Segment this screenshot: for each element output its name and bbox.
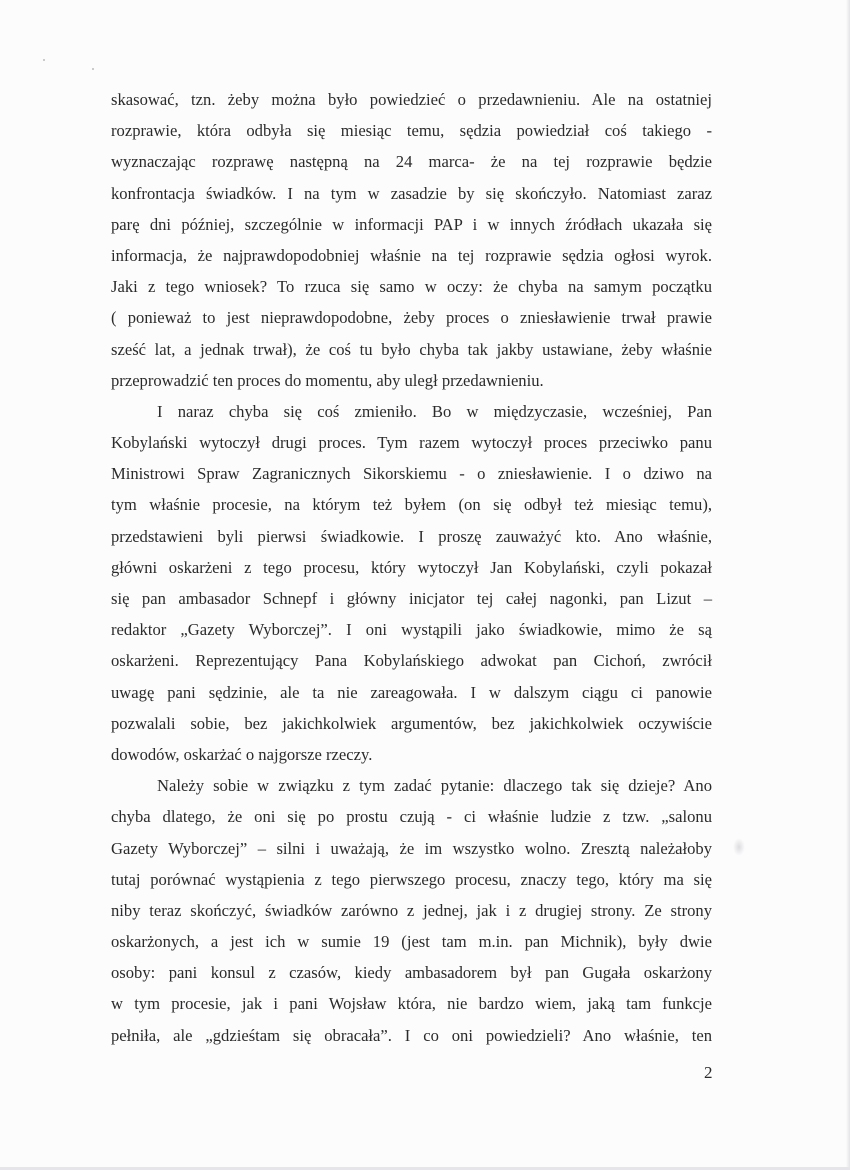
text-line: główni oskarżeni z tego procesu, który wytoczył Jan Kobylański, czyli pokazał [111, 557, 712, 577]
text-line: przedstawieni byli pierwsi świadkowie. I proszę zauważyć kto. Ano właśnie, [111, 526, 712, 546]
text-line: chyba dlatego, że oni się po prostu czują - ci właśnie ludzie z tzw. „salonu [111, 807, 712, 827]
text-line: redaktor „Gazety Wyborczej”. I oni wystąpili jako świadkowie, mimo że są [111, 620, 712, 640]
text-line: oskarżonych, a jest ich w sumie 19 (jest tam m.in. pan Michnik), były dwie [111, 932, 712, 952]
paragraph [111, 400, 712, 774]
scan-speck [92, 68, 94, 70]
text-line: Gazety Wyborczej” – silni i uważają, że im wszystko wolno. Zresztą należałoby [111, 838, 712, 858]
text-line: rozprawie, która odbyła się miesiąc temu, sędzia powiedział coś takiego - [111, 121, 712, 141]
text-line: osoby: pani konsul z czasów, kiedy ambasadorem był pan Gugała oskarżony [111, 963, 712, 983]
text-line: Ministrowi Spraw Zagranicznych Sikorskiemu - o zniesławienie. I o dziwo na [111, 464, 712, 484]
text-line: w tym procesie, jak i pani Wojsław która, nie bardzo wiem, jaką tam funkcje [111, 994, 712, 1014]
text-line: pozwalali sobie, bez jakichkolwiek argumentów, bez jakichkolwiek oczywiście [111, 713, 712, 733]
text-line: Jaki z tego wniosek? To rzuca się samo w oczy: że chyba na samym początku [111, 277, 712, 297]
text-line: niby teraz skończyć, świadków zarówno z jednej, jak i z drugiej strony. Ze strony [111, 900, 712, 920]
text-line: ( ponieważ to jest nieprawdopodobne, żeby proces o zniesławienie trwał prawie [111, 308, 712, 328]
text-line: skasować, tzn. żeby można było powiedzieć o przedawnieniu. Ale na ostatniej [111, 90, 712, 109]
text-line: przeprowadzić ten proces do momentu, aby uległ przedawnieniu. [111, 370, 544, 390]
text-line: informacja, że najprawdopodobniej właśnie na tej rozprawie sędzia ogłosi wyrok. [111, 245, 712, 265]
scan-speck [43, 59, 45, 61]
text-line: oskarżeni. Reprezentujący Pana Kobylańskiego adwokat pan Cichoń, zwrócił [111, 651, 712, 671]
text-line: Kobylański wytoczył drugi proces. Tym razem wytoczył proces przeciwko panu [111, 433, 712, 453]
scan-smudge [733, 838, 745, 856]
body-text [111, 88, 712, 1055]
page-number: 2 [704, 1063, 713, 1082]
text-line: konfrontacja świadków. I na tym w zasadzie by się skończyło. Natomiast zaraz [111, 183, 712, 203]
text-line: dowodów, oskarżać o najgorsze rzeczy. [111, 744, 373, 764]
text-line: tym właśnie procesie, na którym też byłem (on się odbył też miesiąc temu), [111, 495, 712, 515]
text-line: sześć lat, a jednak trwał), że coś tu było chyba tak jakby ustawiane, żeby właśnie [111, 339, 712, 359]
text-line: Należy sobie w związku z tym zadać pytanie: dlaczego tak się dzieje? Ano [157, 776, 712, 796]
text-line: tutaj porównać wystąpienia z tego pierwszego procesu, znaczy tego, który ma się [111, 869, 712, 889]
text-line: wyznaczając rozprawę następną na 24 marca- że na tej rozprawie będzie [111, 152, 712, 172]
paragraph [111, 88, 712, 400]
text-line: parę dni później, szczególnie w informacji PAP i w innych źródłach ukazała się [111, 214, 712, 234]
text-line: I naraz chyba się coś zmieniło. Bo w międzyczasie, wcześniej, Pan [157, 401, 712, 421]
page-edge [846, 0, 850, 1170]
paragraph [111, 774, 712, 1055]
text-line: uwagę pani sędzinie, ale ta nie zareagowała. I w dalszym ciągu ci panowie [111, 682, 712, 702]
text-line: pełniła, ale „gdzieśtam się obracała”. I co oni powiedzieli? Ano właśnie, ten [111, 1025, 712, 1045]
text-line: się pan ambasador Schnepf i główny inicjator tej całej nagonki, pan Lizut – [111, 589, 712, 608]
